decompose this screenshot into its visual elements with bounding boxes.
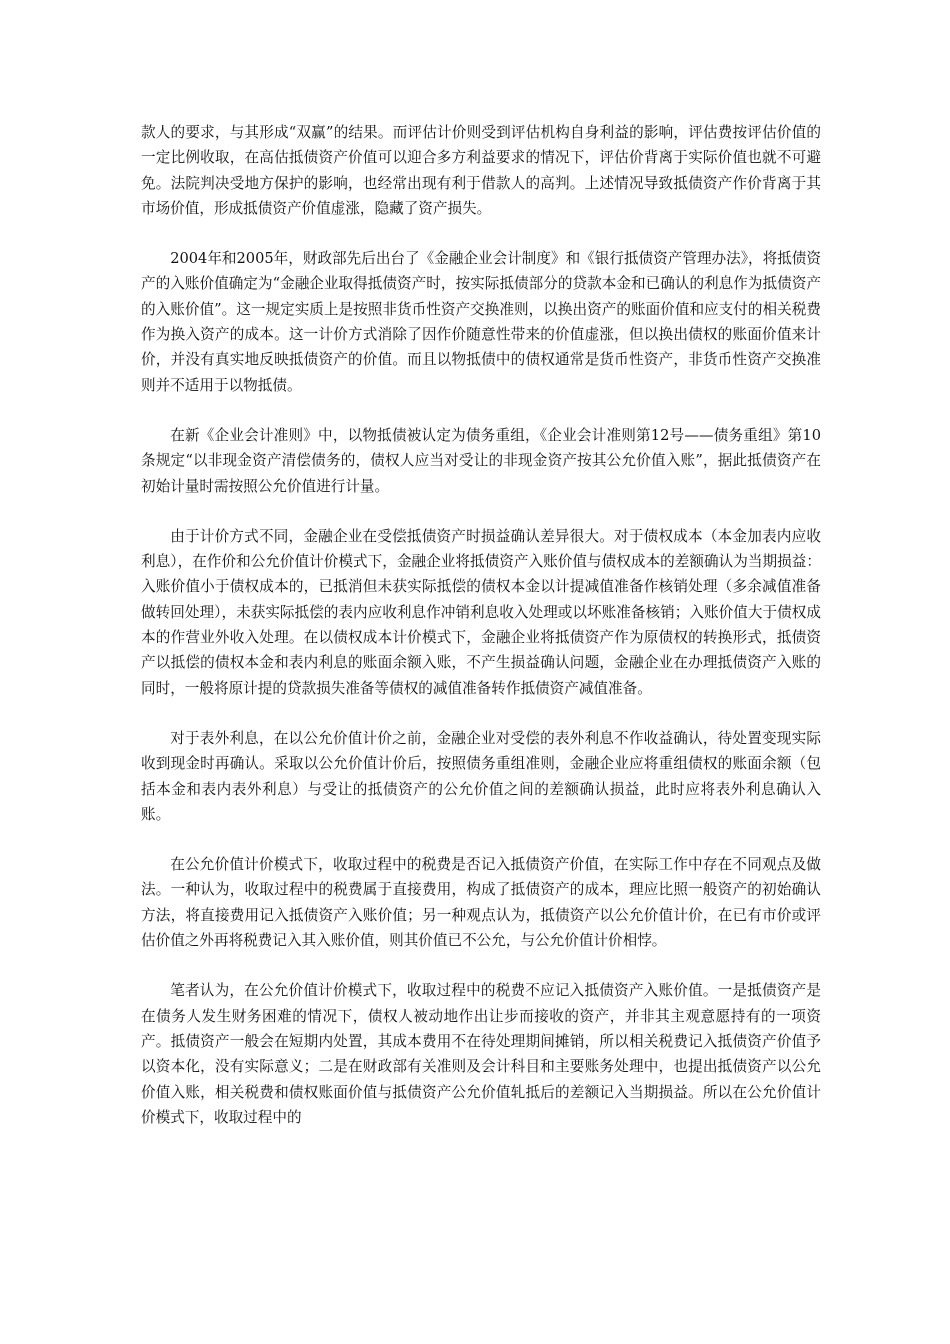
paragraph-valuation-differences: 由于计价方式不同，金融企业在受偿抵债资产时损益确认差异很大。对于债权成本（本金加表内应收利息），在作价和公允价值计价模式下，金融企业将抵债资产入账价值与债权成本的差额确认为当期损益：入账价值小于债权成本的，已抵消但未获实际抵偿的债权本金以计提减值准备作核销处理（多余减值准备做转回处理），未获实际抵偿的表内应收利息作冲销利息收入处理或以坏账准备核销；入账价值大于债权成本的作营业外收入处理。在以债权成本计价模式下，金融企业将抵债资产作为原债权的转换形式，抵债资产以抵偿的债权本金和表内利息的账面余额入账，不产生损益确认问题，金融企业在办理抵债资产入账的同时，一般将原计提的贷款损失准备等债权的减值准备转作抵债资产减值准备。 bbox=[141, 527, 821, 697]
paragraph-off-balance-interest: 对于表外利息，在以公允价值计价之前，金融企业对受偿的表外利息不作收益确认，待处置变现实际收到现金时再确认。采取以公允价值计价后，按照债务重组准则，金融企业应将重组债权的账面余额（包括本金和表内表外利息）与受让的抵债资产的公允价值之间的差额确认损益，此时应将表外利息确认入账。 bbox=[141, 729, 821, 823]
paragraph-new-accounting-standards: 在新《企业会计准则》中，以物抵债被认定为债务重组，《企业会计准则第12号——债务重组》第10条规定“以非现金资产清偿债务的，债权人应当对受让的非现金资产按其公允价值入账”，据此抵债资产在初始计量时需按照公允价值进行计量。 bbox=[141, 426, 821, 495]
document-page bbox=[141, 120, 821, 1130]
paragraph-2004-regulations: 2004年和2005年，财政部先后出台了《金融企业会计制度》和《银行抵债资产管理办法》，将抵债资产的入账价值确定为“金融企业取得抵债资产时，按实际抵债部分的贷款本金和已确认的利息作为抵债资产的入账价值”。这一规定实质上是按照非货币性资产交换准则，以换出资产的账面价值和应支付的相关税费作为换入资产的成本。这一计价方式消除了因作价随意性带来的价值虚涨，但以换出债权的账面价值来计价，并没有真实地反映抵债资产的价值。而且以物抵债中的债权通常是货币性资产，非货币性资产交换准则并不适用于以物抵债。 bbox=[141, 250, 821, 394]
paragraph-tax-fee-views: 在公允价值计价模式下，收取过程中的税费是否记入抵债资产价值，在实际工作中存在不同观点及做法。一种认为，收取过程中的税费属于直接费用，构成了抵债资产的成本，理应比照一般资产的初始确认方法，将直接费用记入抵债资产入账价值；另一种观点认为，抵债资产以公允价值计价，在已有市价或评估价值之外再将税费记入其入账价值，则其价值已不公允，与公允价值计价相悖。 bbox=[141, 856, 821, 950]
paragraph-continuation: 款人的要求，与其形成“双赢”的结果。而评估计价则受到评估机构自身利益的影响，评估费按评估价值的一定比例收取，在高估抵债资产价值可以迎合多方利益要求的情况下，评估价背离于实际价值也就不可避免。法院判决受地方保护的影响，也经常出现有利于借款人的高判。上述情况导致抵债资产作价背离于其市场价值，形成抵债资产价值虚涨，隐藏了资产损失。 bbox=[141, 124, 821, 217]
paragraph-author-opinion: 笔者认为，在公允价值计价模式下，收取过程中的税费不应记入抵债资产入账价值。一是抵债资产是在债务人发生财务困难的情况下，债权人被动地作出让步而接收的资产，并非其主观意愿持有的一项资产。抵债资产一般会在短期内处置，其成本费用不在待处理期间摊销，所以相关税费记入抵债资产价值予以资本化，没有实际意义；二是在财政部有关准则及会计科目和主要账务处理中，也提出抵债资产以公允价值入账，相关税费和债权账面价值与抵债资产公允价值轧抵后的差额记入当期损益。所以在公允价值计价模式下，收取过程中的 bbox=[141, 982, 821, 1126]
